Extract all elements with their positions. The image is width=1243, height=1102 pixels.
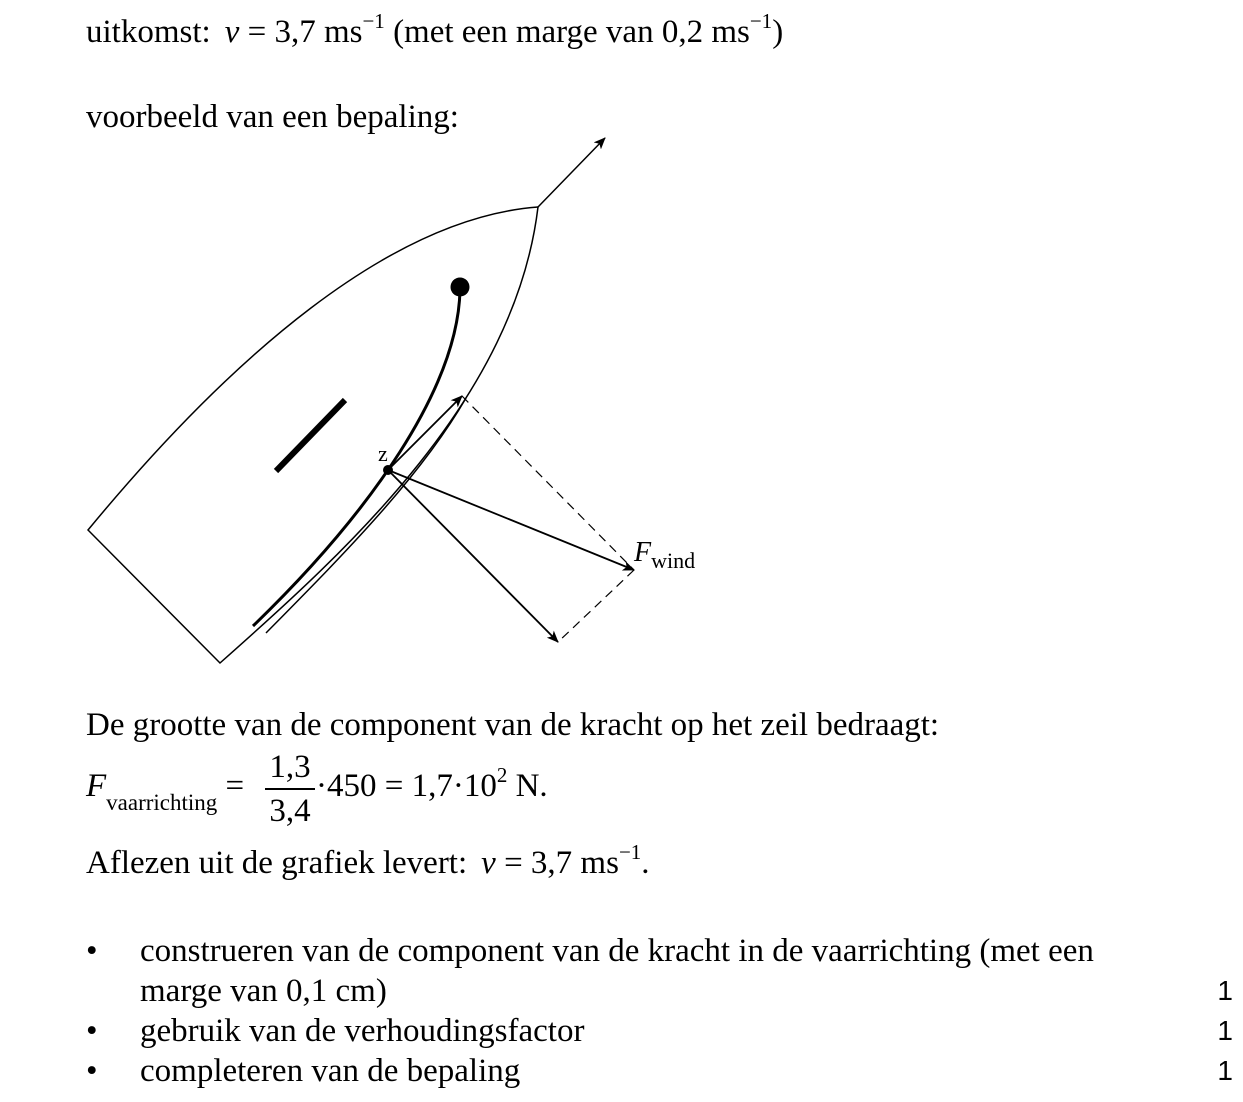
criterion-text: gebruik van de verhoudingsfactor	[140, 1013, 585, 1049]
sail-parallel-line	[266, 398, 466, 633]
criterion-text: construeren van de component van de kracht in de vaarrichting (met een	[140, 933, 1094, 969]
result-variable: v	[224, 14, 240, 50]
formula-rest: ·450 = 1,7·10	[316, 768, 497, 804]
bullet: •	[86, 933, 98, 969]
result-exponent: −1	[362, 9, 385, 33]
criterion-score: 1	[1217, 975, 1233, 1006]
criterion-score: 1	[1217, 1015, 1233, 1046]
criterion-text-continued: marge van 0,1 cm)	[140, 973, 387, 1009]
construction-line-2	[558, 570, 634, 642]
reading-exponent: −1	[618, 840, 642, 864]
criterion-text: completeren van de bepaling	[140, 1053, 521, 1089]
reading-value: = 3,7 ms	[495, 845, 619, 881]
example-heading: voorbeeld van een bepaling:	[86, 99, 459, 135]
construction-line-1	[462, 396, 634, 570]
force-wind-arrow	[388, 470, 634, 570]
formula-numerator: 1,3	[269, 749, 311, 785]
formula-fraction-bar	[265, 788, 315, 790]
formula-equals: =	[217, 768, 245, 804]
formula-fraction	[265, 748, 315, 830]
formula-variable: F	[86, 768, 107, 804]
result-margin-exponent: −1	[749, 9, 773, 33]
component-sentence: De grootte van de component van de kracht op het zeil bedraagt:	[86, 707, 940, 743]
reading-text: Aflezen uit de grafiek levert:	[86, 845, 468, 881]
point-z-label: z	[378, 441, 388, 466]
criterion-score: 1	[1217, 1055, 1233, 1086]
result-line	[86, 9, 784, 52]
force-wind-label: $F_{wind}$	[634, 537, 696, 573]
reading-line	[86, 840, 650, 883]
bullet: •	[86, 1053, 98, 1089]
formula-lhs	[86, 766, 245, 815]
heading-arrow	[538, 138, 605, 207]
result-prefix: uitkomst:	[86, 14, 211, 50]
sail-curve	[253, 290, 460, 626]
result-value: = 3,7 ms	[239, 14, 363, 50]
bullet: •	[86, 1013, 98, 1049]
formula-denominator: 3,4	[269, 793, 311, 829]
formula-exponent: 2	[496, 763, 508, 787]
formula-subscript: vaarrichting	[106, 790, 218, 815]
force-component-perpendicular	[388, 470, 558, 642]
sailboat-force-diagram	[60, 128, 720, 673]
reading-end: .	[641, 845, 650, 881]
result-margin: (met een marge van 0,2 ms	[384, 14, 750, 50]
centreboard	[276, 400, 345, 471]
reading-variable: v	[481, 845, 496, 881]
result-margin-close: )	[772, 14, 784, 50]
formula-unit: N.	[507, 768, 548, 804]
formula-rhs	[316, 763, 548, 806]
